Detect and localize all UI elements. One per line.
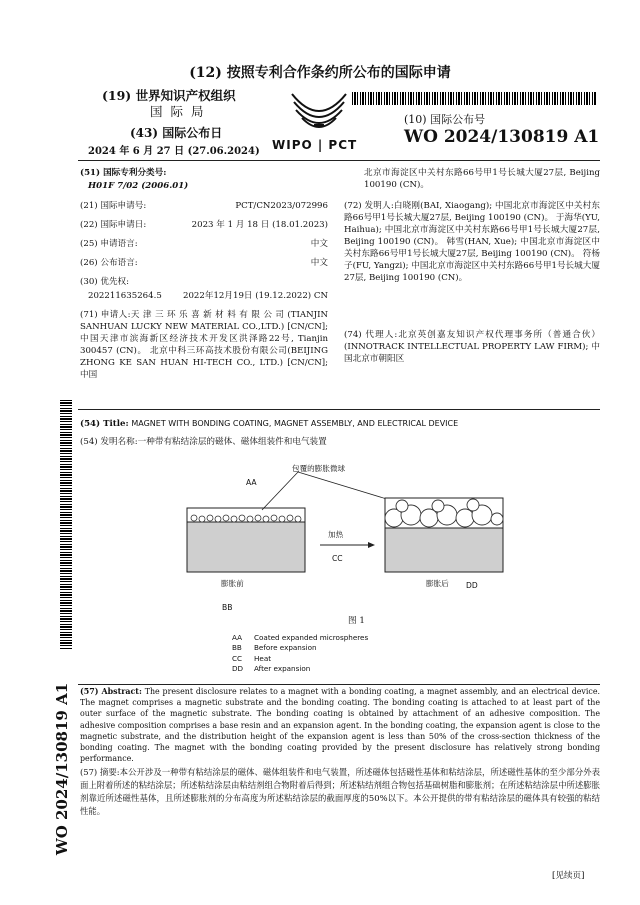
figure-after: 膨胀后 (426, 579, 449, 588)
continued-on-next-page: [见续页] (552, 871, 585, 881)
org-bureau: 国 际 局 (150, 104, 206, 119)
applicant-text: 天 津 三 环 乐 喜 新 材 料 有 限 公 司 (TIANJIN SANHUAN LUCKY NEW MATERIAL CO.,LTD.) [CN/CN]; 中国天津市滨海新区经济技术开发区洪泽路22号, Tianjin 300457 (CN)。 北京中科三环高技术股份有限公司(BEIJING ZHONG KE SAN HUAN HI-TECH CO., LTD.) [CN/CN]; 中国 (80, 310, 328, 380)
inventor-label: (72) 发明人: (344, 201, 394, 211)
side-barcode (60, 400, 72, 650)
agent (344, 329, 600, 365)
priority-date: 2022年12月19日 (19.12.2022) CN (183, 291, 328, 301)
figure-callout: 包覆的膨胀微球 (292, 464, 346, 473)
abstract-en (80, 686, 600, 764)
pubdate-label: (43) 国际公布日 (130, 126, 223, 140)
pubno-label: (10) 国际公布号 (404, 113, 486, 126)
title-en-text: MAGNET WITH BONDING COATING, MAGNET ASSEMBLY, AND ELECTRICAL DEVICE (131, 419, 459, 428)
side-publication-number: WO 2024/130819 A1 (53, 682, 71, 856)
before-substrate (187, 522, 305, 572)
pubdate-value: 2024 年 6 月 27 日 (27.06.2024) (88, 146, 260, 157)
figure-label-bb: BB (222, 603, 233, 612)
ipc-value: H01F 7/02 (2006.01) (88, 181, 189, 191)
legend-row: CC Heat (232, 653, 272, 663)
applicant-label: (71) 申请人: (80, 310, 131, 320)
legend-row: AA Coated expanded microspheres (232, 633, 369, 642)
lang-value: 中文 (310, 239, 328, 249)
appno-value: PCT/CN2023/072996 (235, 201, 328, 211)
title-cn-text: 一种带有粘结涂层的磁体、磁体组装件和电气装置 (137, 437, 327, 447)
legend-row: DD After expansion (232, 664, 311, 674)
title-en (80, 418, 600, 430)
priority-number: 202211635264.5 (88, 291, 162, 301)
abstract-cn-text: 本公开涉及一种带有粘结涂层的磁体、磁体组装件和电气装置，所述磁体包括磁性基体和粘结涂层，所述磁性基体的至少部分外表面上附着所述的粘结涂层；所述粘结涂层由粘结剂组合物附着后得到；所述粘结剂组合物包括基础树脂和膨胀剂；在所述粘结涂层中所述膨胀剂靠近所述磁性基体，且所述膨胀剂的分布高度为所述粘结涂层的截面厚度的50%以下。本公开提供的带有粘结涂层的磁体具有较强的粘结性能。 (80, 767, 600, 816)
figure-legend (232, 633, 368, 675)
ipc-label: (51) 国际专利分类号: (80, 168, 167, 178)
figure-label-cc: CC (332, 554, 343, 563)
after-substrate (385, 528, 503, 572)
lang-row (80, 238, 328, 250)
org-name: (19) 世界知识产权组织 (102, 88, 236, 103)
agent-label: (74) 代理人: (344, 330, 398, 340)
inventor-text: 白晓刚(BAI, Xiaogang); 中国北京市海淀区中关村东路66号甲1号长城大厦27层, Beijing 100190 (CN)。 于海华(YU, Haihua); 中国北京市海淀区中关村东路66号甲1号长城大厦27层, Beijing 100190 (CN)。 韩雪(HAN, Xue); 中国北京市海淀区中关村东路66号甲1号长城大厦27层, Beijing 100190 (CN)。 符杨子(FU, Yangzi); 中国北京市海淀区中关村东路66号甲1号长城大厦27层, Beijing 100190 (CN)。 (344, 201, 600, 283)
priority-row (88, 290, 328, 302)
applicant-continued: 北京市海淀区中关村东路66号甲1号长城大厦27层, Beijing 100190 (CN)。 (364, 168, 600, 190)
title-cn (80, 436, 600, 448)
publang-row (80, 257, 328, 269)
rule-mid (78, 409, 600, 410)
rule-abstract (78, 684, 600, 685)
appno-row (80, 200, 328, 212)
figure-label-dd: DD (466, 581, 478, 590)
wipo-pct-logo-text: WIPO | PCT (272, 138, 358, 152)
figure-before: 膨胀前 (221, 579, 244, 588)
top-barcode (352, 92, 596, 105)
filing-value: 2023 年 1 月 18 日 (18.01.2023) (191, 220, 328, 230)
title-en-label: (54) Title: (80, 419, 129, 429)
figure-label-aa: AA (246, 478, 257, 487)
filing-label: (22) 国际申请日: (80, 220, 147, 230)
applicant (80, 309, 328, 381)
rule-top (78, 160, 600, 161)
document-title: (12) 按照专利合作条约所公布的国际申请 (189, 65, 451, 81)
figure-drawing (180, 460, 510, 590)
inventors (344, 200, 600, 284)
legend-row: BB Before expansion (232, 643, 317, 653)
priority-label: (30) 优先权: (80, 277, 130, 287)
appno-label: (21) 国际申请号: (80, 201, 147, 211)
publang-value: 中文 (310, 258, 328, 268)
title-cn-label: (54) 发明名称: (80, 437, 138, 447)
agent-text: 北京英创嘉友知识产权代理事务所（普通合伙）(INNOTRACK INTELLECTUAL PROPERTY LAW FIRM); 中国北京市朝阳区 (344, 330, 600, 364)
publang-label: (26) 公布语言: (80, 258, 138, 268)
abstract-en-label: (57) Abstract: (80, 687, 142, 696)
pubno-value: WO 2024/130819 A1 (404, 127, 600, 147)
figure-heat: 加热 (328, 530, 344, 539)
lang-label: (25) 申请语言: (80, 239, 138, 249)
abstract-cn (80, 766, 600, 818)
abstract-cn-label: (57) 摘要: (80, 767, 120, 777)
figure-caption: 图 1 (348, 616, 365, 626)
filing-row (80, 219, 328, 231)
abstract-en-text: The present disclosure relates to a magnet with a bonding coating, a magnet assembly, and an electrical device. The magnet comprises a magnetic substrate and the bonding coating. The bonding coating is attached to at least part of the outer surface of the magnetic substrate. The bonding coating is obtained by attachment of an adhesive composition. The adhesive composition comprises a base resin and an expansion agent. In the bonding coating, the expansion agent is close to the magnetic substrate, and the distribution height of the expansion agent is less than 50% of the cross-section thickness of the bonding coating. The magnet with the bonding coating provided by the present disclosure has relatively strong bonding performance. (80, 687, 600, 764)
